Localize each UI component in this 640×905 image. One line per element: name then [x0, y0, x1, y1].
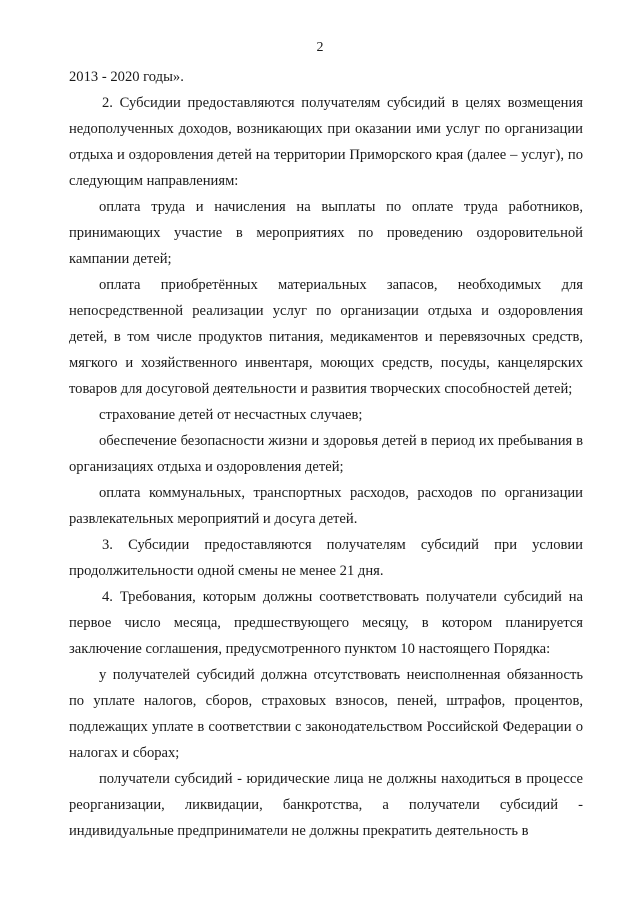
paragraph-continuation: 2013 - 2020 годы».: [69, 69, 184, 85]
paragraph-requirement-taxes: у получателей субсидий должна отсутствовать неисполненная обязанность по уплате налогов, сборов, страховых взносов, пеней, штрафов, процентов, подлежащих уплате в соответствии с законодательством Российской Федерации о налогах и сборах;: [69, 667, 583, 761]
page-number: 2: [316, 40, 324, 55]
paragraph-item-2: 2. Субсидии предоставляются получателям субсидий в целях возмещения недополученных доходов, возникающих при оказании ими услуг по организации отдыха и оздоровления детей на территории Приморского края (далее – услуг), по следующим направлениям:: [69, 95, 583, 189]
paragraph-direction-insurance: страхование детей от несчастных случаев;: [99, 407, 363, 423]
document-body: [69, 64, 583, 844]
paragraph-direction-utilities: оплата коммунальных, транспортных расходов, расходов по организации развлекательных мероприятий и досуга детей.: [69, 485, 583, 527]
paragraph-direction-materials: оплата приобретённых материальных запасов, необходимых для непосредственной реализации услуг по организации отдыха и оздоровления детей, в том числе продуктов питания, медикаментов и перевязочных средств, мягкого и хозяйственного инвентаря, моющих средств, посуды, канцелярских товаров для досуговой деятельности и развития творческих способностей детей;: [69, 277, 583, 397]
paragraph-item-3: 3. Субсидии предоставляются получателям субсидий при условии продолжительности одной смены не менее 21 дня.: [69, 537, 583, 579]
paragraph-requirement-reorganization: получатели субсидий - юридические лица не должны находиться в процессе реорганизации, ликвидации, банкротства, а получатели субсидий - индивидуальные предприниматели не должны прекратить деятельность в: [69, 771, 583, 839]
paragraph-direction-safety: обеспечение безопасности жизни и здоровья детей в период их пребывания в организациях отдыха и оздоровления детей;: [69, 433, 583, 475]
paragraph-direction-labor: оплата труда и начисления на выплаты по оплате труда работников, принимающих участие в мероприятиях по проведению оздоровительной кампании детей;: [69, 199, 583, 267]
paragraph-item-4: 4. Требования, которым должны соответствовать получатели субсидий на первое число месяца, предшествующего месяцу, в котором планируется заключение соглашения, предусмотренного пунктом 10 настоящего Порядка:: [69, 589, 583, 657]
